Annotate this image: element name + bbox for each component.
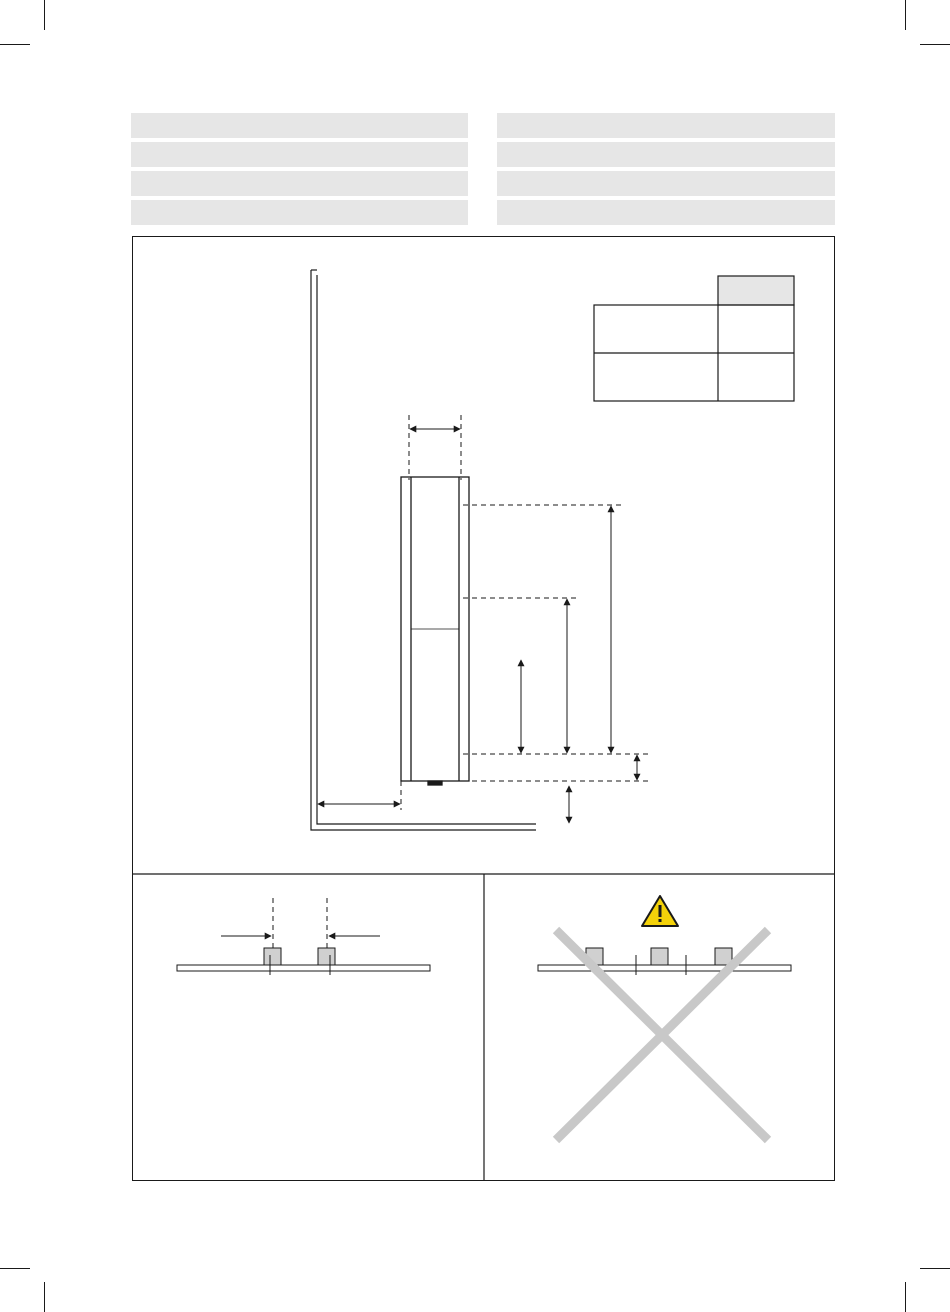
dim-floor-gap bbox=[569, 755, 637, 823]
heater-body bbox=[401, 477, 469, 785]
dim-wall-distance bbox=[318, 781, 401, 810]
dim-560 bbox=[463, 505, 622, 753]
dim-350 bbox=[463, 598, 576, 753]
dim-base-lines bbox=[463, 754, 648, 781]
dim-top-width bbox=[409, 415, 461, 480]
warning-triangle-icon bbox=[642, 896, 678, 926]
clearance-table bbox=[594, 276, 794, 401]
front-view-correct bbox=[177, 898, 430, 975]
